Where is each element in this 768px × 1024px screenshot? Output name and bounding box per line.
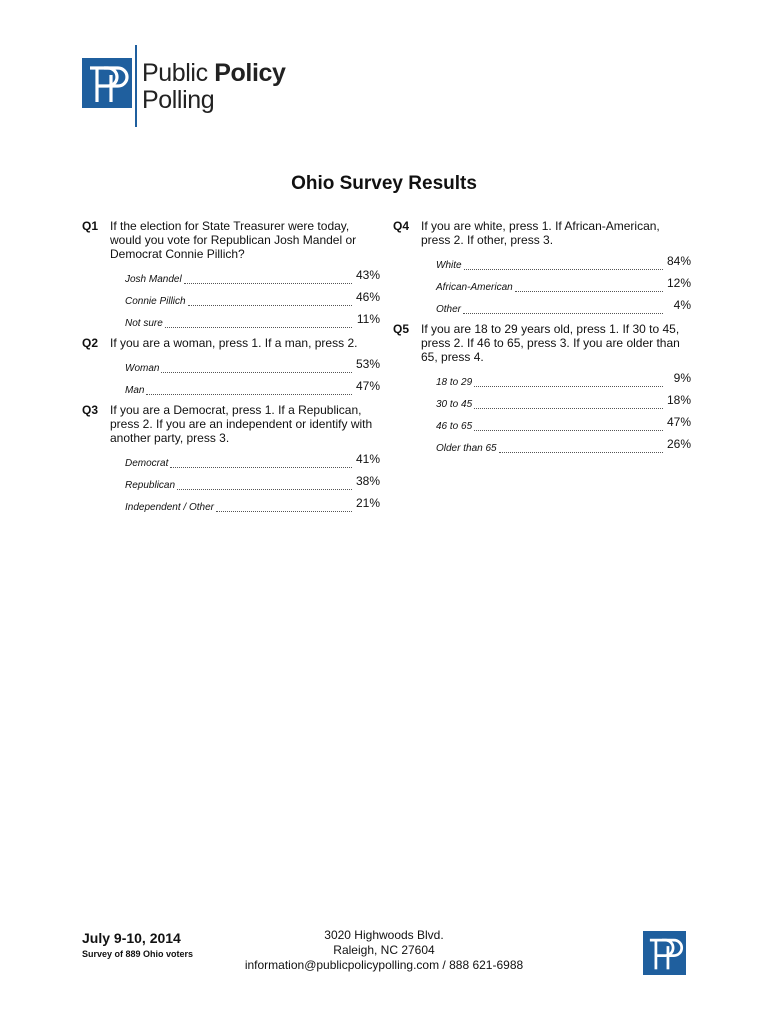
dot-leader bbox=[177, 488, 352, 490]
answer-label: 18 to 29 bbox=[436, 377, 473, 388]
answer-row bbox=[125, 377, 380, 399]
answer-percentage: 26% bbox=[666, 437, 691, 451]
left-column bbox=[82, 219, 380, 520]
question-text: If the election for State Treasurer were today, would you vote for Republican Josh Mandel or Democrat Connie Pillich? bbox=[110, 219, 357, 261]
answer-row bbox=[125, 472, 380, 494]
answer-label: Republican bbox=[125, 480, 176, 491]
question-number: Q1 bbox=[82, 219, 99, 233]
question-block bbox=[82, 219, 380, 332]
answer-percentage: 4% bbox=[673, 298, 691, 312]
address-line1: 3020 Highwoods Blvd. bbox=[324, 928, 444, 942]
dot-leader bbox=[165, 326, 352, 328]
answer-label: Man bbox=[125, 385, 145, 396]
answer-label: 30 to 45 bbox=[436, 399, 473, 410]
answer-label: African-American bbox=[436, 282, 513, 293]
answer-list bbox=[82, 445, 380, 516]
pp-monogram-icon bbox=[643, 931, 686, 975]
question-block bbox=[393, 322, 691, 457]
answer-row bbox=[125, 355, 380, 377]
question-text: If you are a Democrat, press 1. If a Republican, press 2. If you are an independent or identify with another party, press 3. bbox=[110, 403, 373, 445]
contact-line: information@publicpolicypolling.com / 888 621-6988 bbox=[244, 958, 524, 972]
answer-percentage: 43% bbox=[355, 268, 380, 282]
answer-label: Connie Pillich bbox=[125, 296, 186, 307]
question-text: If you are a woman, press 1. If a man, press 2. bbox=[110, 336, 358, 350]
answer-row bbox=[125, 494, 380, 516]
answer-label: White bbox=[436, 260, 462, 271]
logo-divider bbox=[135, 45, 137, 127]
question-header bbox=[393, 219, 691, 247]
answer-percentage: 9% bbox=[673, 371, 691, 385]
answer-list bbox=[82, 261, 380, 332]
answer-percentage: 11% bbox=[356, 312, 380, 326]
brand-name bbox=[142, 60, 286, 114]
dot-leader bbox=[216, 510, 352, 512]
answer-row bbox=[436, 435, 691, 457]
answer-percentage: 53% bbox=[355, 357, 380, 371]
answer-percentage: 47% bbox=[666, 415, 691, 429]
dot-leader bbox=[499, 451, 663, 453]
dot-leader bbox=[515, 290, 663, 292]
brand-line2: Polling bbox=[142, 86, 215, 114]
dot-leader bbox=[474, 429, 663, 431]
answer-percentage: 47% bbox=[355, 379, 380, 393]
answer-label: Independent / Other bbox=[125, 502, 214, 513]
brand-line1-bold: Policy bbox=[214, 59, 286, 87]
survey-sample: Survey of 889 Ohio voters bbox=[82, 949, 194, 959]
answer-label: Josh Mandel bbox=[125, 274, 182, 285]
address-line2: Raleigh, NC 27604 bbox=[333, 943, 435, 957]
answer-row bbox=[436, 369, 691, 391]
answer-percentage: 18% bbox=[666, 393, 691, 407]
brand-line1-regular: Public bbox=[142, 59, 215, 87]
answer-label: 46 to 65 bbox=[436, 421, 473, 432]
answer-label: Democrat bbox=[125, 458, 169, 469]
answer-row bbox=[436, 252, 691, 274]
footer-address bbox=[210, 928, 558, 973]
answer-percentage: 41% bbox=[355, 452, 380, 466]
answer-label: Older than 65 bbox=[436, 443, 497, 454]
answer-label: Other bbox=[436, 304, 462, 315]
dot-leader bbox=[161, 371, 352, 373]
answer-percentage: 12% bbox=[666, 276, 691, 290]
answer-row bbox=[125, 450, 380, 472]
answer-percentage: 46% bbox=[355, 290, 380, 304]
dot-leader bbox=[188, 304, 352, 306]
question-header bbox=[393, 322, 691, 364]
answer-row bbox=[125, 266, 380, 288]
question-number: Q4 bbox=[393, 219, 410, 233]
question-block bbox=[82, 336, 380, 399]
question-text: If you are white, press 1. If African-American, press 2. If other, press 3. bbox=[421, 219, 660, 247]
answer-row bbox=[436, 274, 691, 296]
dot-leader bbox=[474, 407, 663, 409]
survey-date: July 9-10, 2014 bbox=[82, 930, 181, 946]
answer-row bbox=[125, 288, 380, 310]
answer-list bbox=[393, 247, 691, 318]
answer-percentage: 38% bbox=[355, 474, 380, 488]
dot-leader bbox=[463, 312, 663, 314]
dot-leader bbox=[464, 268, 663, 270]
question-number: Q3 bbox=[82, 403, 99, 417]
answer-list bbox=[393, 364, 691, 457]
question-header bbox=[82, 336, 380, 350]
page-title: Ohio Survey Results bbox=[291, 173, 477, 194]
question-text: If you are 18 to 29 years old, press 1. If 30 to 45, press 2. If 46 to 65, press 3. If you are older than 65, press 4. bbox=[421, 322, 680, 364]
answer-percentage: 21% bbox=[355, 496, 380, 510]
pp-monogram-icon bbox=[82, 58, 132, 108]
right-column bbox=[393, 219, 691, 461]
question-header bbox=[82, 219, 380, 261]
answer-row bbox=[436, 391, 691, 413]
answer-row bbox=[436, 413, 691, 435]
dot-leader bbox=[184, 282, 352, 284]
answer-label: Woman bbox=[125, 363, 160, 374]
question-block bbox=[393, 219, 691, 318]
answer-row bbox=[436, 296, 691, 318]
question-number: Q2 bbox=[82, 336, 99, 350]
answer-list bbox=[82, 350, 380, 399]
question-header bbox=[82, 403, 380, 445]
question-block bbox=[82, 403, 380, 516]
dot-leader bbox=[170, 466, 352, 468]
question-number: Q5 bbox=[393, 322, 410, 336]
answer-percentage: 84% bbox=[666, 254, 691, 268]
dot-leader bbox=[146, 393, 352, 395]
dot-leader bbox=[474, 385, 663, 387]
answer-row bbox=[125, 310, 380, 332]
answer-label: Not sure bbox=[125, 318, 163, 329]
